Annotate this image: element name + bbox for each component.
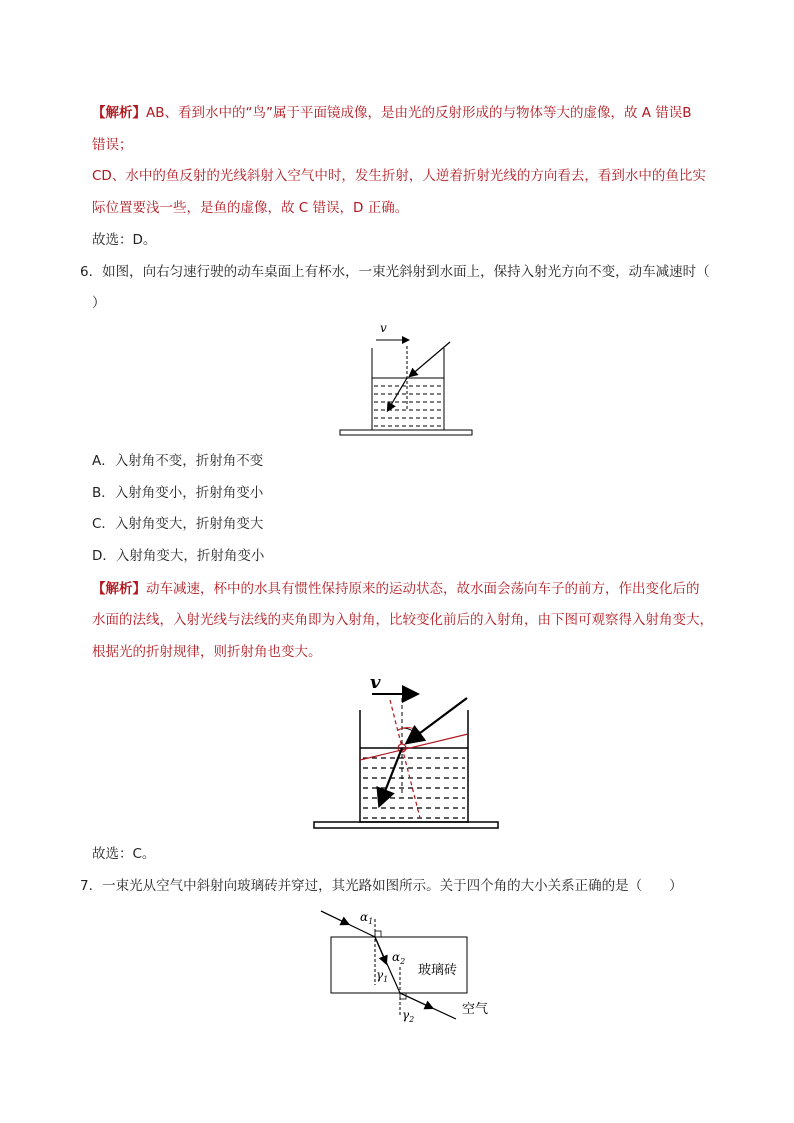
q6-option-a: A．入射角不变，折射角不变 — [92, 453, 264, 469]
emergent-arrow — [400, 993, 432, 1008]
water-dashes — [363, 758, 465, 818]
incident-arrow — [321, 911, 348, 924]
q7-stem: 7．一束光从空气中斜射向玻璃砖并穿过，其光路如图所示。关于四个角的大小关系正确的是（ ） — [80, 878, 683, 894]
q6-answer: 故选：C。 — [92, 846, 156, 862]
velocity-label: v — [370, 672, 381, 693]
q5-analysis-line2: 错误； — [92, 137, 133, 153]
analysis-tag: 【解析】 — [92, 105, 146, 121]
water-dashes — [374, 386, 442, 426]
q5-analysis-line4: 际位置要浅一些，是鱼的虚像，故 C 错误，D 正确。 — [92, 200, 409, 216]
q6-analysis-line1: 【解析】动车减速，杯中的水具有惯性保持原来的运动状态，故水面会荡向车子的前方，作出变化后的 — [92, 581, 700, 597]
refracted-ray — [380, 748, 402, 804]
analysis-tag: 【解析】 — [92, 581, 146, 597]
q7-glass-brick-figure — [310, 905, 510, 1025]
gamma2-label: $\gamma_2$ — [402, 1008, 415, 1024]
q6-option-d: D．入射角变大，折射角变小 — [92, 548, 265, 564]
q6-stem-line2: ） — [92, 295, 106, 311]
q5-analysis-line3: CD、水中的鱼反射的光线斜射入空气中时，发生折射，人逆着折射光线的方向看去，看到水中的鱼比实 — [92, 168, 706, 184]
refracted-arrow — [375, 937, 386, 963]
right-angle-mark — [375, 931, 381, 937]
air-label: 空气 — [462, 1002, 489, 1017]
table-plate — [340, 430, 472, 435]
alpha1-label: $\alpha_1$ — [360, 910, 374, 926]
new-normal-line — [390, 700, 420, 818]
q5-analysis-line1: 【解析】AB、看到水中的“鸟”属于平面镜成像，是由光的反射形成的与物体等大的虚像，故 A 错误B — [92, 105, 692, 121]
table-plate — [314, 822, 498, 828]
velocity-label: v — [380, 321, 387, 335]
cup-outline — [360, 710, 468, 822]
q6-option-b: B．入射角变小，折射角变小 — [92, 485, 264, 501]
angle-arc — [398, 728, 420, 732]
q6-analysis-figure — [310, 668, 510, 833]
q6-analysis-line3: 根据光的折射规律，则折射角也变大。 — [92, 644, 322, 660]
q5-answer: 故选：D。 — [92, 232, 157, 248]
alpha2-label: $\alpha_2$ — [392, 950, 406, 966]
incident-ray — [408, 698, 467, 742]
q6-option-c: C．入射角变大，折射角变大 — [92, 516, 264, 532]
glass-brick-label: 玻璃砖 — [418, 963, 458, 978]
q6-figure-cup — [336, 318, 476, 438]
gamma1-label: $\gamma_1$ — [376, 968, 389, 984]
q6-stem-line1: 6．如图，向右匀速行驶的动车桌面上有杯水，一束光斜射到水面上，保持入射光方向不变，动车减速时（ — [80, 264, 710, 280]
q6-analysis-line2: 水面的法线，入射光线与法线的夹角即为入射角，比较变化前后的入射角，由下图可观察得入射角变大， — [92, 612, 713, 628]
